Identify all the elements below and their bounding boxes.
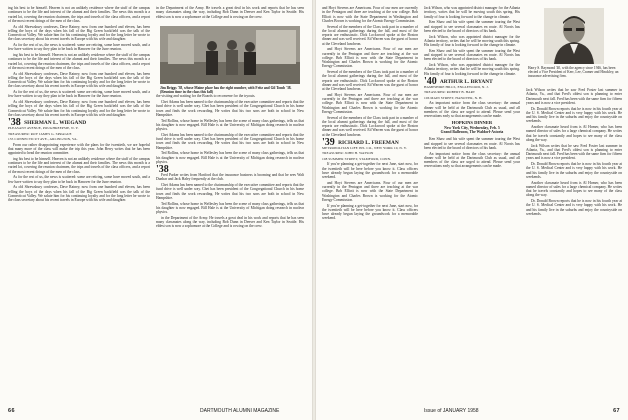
paragraph: As old Shrewsbury confesses, Dave Rainey, now from one hundred and eleven, has been telling the boys of the days when his fall of the Big Green backfield was the talk of the Connecticut Valley. We salute him for his continuing loyalty and for the long letter he wrote to the class secretary about his recent travels in Europe with his wife and daughter. xyxy=(8,24,150,42)
paragraph: in the Department of the Army. He travels a great deal in his work and reports that he has seen many classmates along the way, including Bob Dunn in Denver and Ken Taylor in Seattle. His eldest son is now a sophomore at the College and is rowing on the crew. xyxy=(156,6,304,19)
class-secretary: ARTHUR L. BRYANT xyxy=(439,78,493,85)
paragraph: Jack Wilson writes that he saw Fred Foster last summer in Atlanta, Va., and that Fred's oldest son is planning to enter Dartmouth next fall. Fred has been with the same firm for fifteen years and is now a vice president. xyxy=(526,88,622,105)
class-treasurer: TREASURER: ROY JAMES G. SPRAGUE xyxy=(8,131,72,136)
left-column-1 xyxy=(8,6,150,404)
paragraph: and Hoyt Stevens are Americans. Four of our men are currently in the Pentagon and three are teaching at the war college. Bob Elliott is now with the State Department in Washington and Charles Brown is working for the Atomic Energy Commission. xyxy=(322,47,418,69)
paragraph: As for the rest of us, the news is scattered: some are retiring, some have moved south, and a few have written to say they plan to be back in Hanover for the June reunion. xyxy=(8,90,150,99)
event-notice xyxy=(424,121,520,134)
magazine-title: DARTMOUTH ALUMNI MAGAZINE xyxy=(200,408,280,414)
paragraph: As old Shrewsbury confesses, Dave Rainey, now from one hundred and eleven, has been telling the boys of the days when his fall of the Big Green backfield was the talk of the Connecticut Valley. We salute him for his continuing loyalty and for the long letter he wrote to the class secretary about his recent travels in Europe with his wife and daughter. xyxy=(8,185,150,202)
paragraph: Jack Wilson, who was appointed district manager for the Atlanta territory, writes that he will be moving south this spring. His family of four is looking forward to the change in climate. xyxy=(424,63,520,76)
issue-title: Issue of JANUARY 1958 xyxy=(424,408,479,414)
right-footer xyxy=(613,408,620,414)
paragraph: From our rather disappointing experience with the plans for the twentieth, we are hopeful that many more of the class will make the trip this year. John Berry writes that he has been appointed to head the reunion committee. xyxy=(8,142,150,155)
paragraph: Ted Rollins, whose home in Wellesley has been the scene of many class gatherings, tells us that his daughter is now engaged. Bill Hale is at the University of Michigan doing research in nuclear physics. xyxy=(156,201,304,214)
portrait-caption: Harry S. Raymond '40, with the agency since 1946, has been elected a Vice President of Kerr, Lee, Cramer and Hinckley, an insurance advertising firm. xyxy=(528,66,619,79)
class-photo xyxy=(160,26,300,84)
paragraph: Another classmate heard from is Al Homer, who has been named director of sales for a large chemical company. He writes that he travels constantly and hopes to see many of the class along the way. xyxy=(526,180,622,198)
class-address: PLEASANT AVENUE, POUGHKEEPSIE, N. Y. xyxy=(8,126,79,130)
paragraph: Jack Wilson, who was appointed district manager for the Atlanta territory, writes that he will be moving south this spring. His family of four is looking forward to the change in climate. xyxy=(424,34,520,47)
paragraph: As for the rest of us, the news is scattered: some are retiring, some have moved south, and a few have written to say they plan to be back in Hanover for the June reunion. xyxy=(8,43,150,52)
paragraph: Ken Shaw and his wife spent the summer touring the West and stopped to see several classmates en route. Al Norris has been elected to the board of directors of his bank. xyxy=(424,137,520,150)
photo-scene xyxy=(160,26,300,84)
paragraph: Fred Parker writes from Hartford that the insurance business is booming and that he sees Walt Dunbar and Jack Haley frequently at the club. xyxy=(156,173,304,182)
photo-caption: Jim Briggs '38, whose Maine place has the right number, with Fritz and Gil Tomb '38. (Reunion time in the class this fall) xyxy=(160,86,292,95)
paragraph: and Hoyt Stevens are Americans. Four of our men are currently in the Pentagon and three are teaching at the war college. Bob Elliott is now with the State Department in Washington and Charles Brown is working for the Atomic Energy Commission. xyxy=(322,180,418,202)
class-year: '38 xyxy=(156,164,169,175)
notice-date: New York City, Wednesday, Feb. 5 xyxy=(444,125,500,130)
paragraph: ing his best to be himself. Heaven is not an unlikely residence where the stuff of the campus continues to be the life and interest of the alumni and their families. The news this month is a varied lot, covering the reunion chairmen, the trips and travels of the class officers, and a report of the most recent doings of the men of the class. xyxy=(8,6,150,23)
paragraph: and Hoyt Stevens are Americans. Four of our men are currently in the Pentagon and three are teaching at the war college. Bob Elliott is now with the State Department in Washington and Charles Brown is working for the Atomic Energy Commission. xyxy=(322,92,418,114)
class-treasurer-address: 135 CONNECTICUT AVE., ARLINGTON, VA. xyxy=(8,137,78,141)
page-number: 66 xyxy=(8,408,15,414)
portrait-photo xyxy=(544,8,604,64)
class-year: '40 xyxy=(424,75,437,87)
right-page xyxy=(316,0,628,420)
paragraph: Ken Shaw and his wife spent the summer touring the West and stopped to see several classmates en route. Al Norris has been elected to the board of directors of his bank. xyxy=(424,48,520,62)
paragraph: Dr. Donald Brown reports that he is now in his fourth year at the U. S. Medical Center and is very happy with his work. He and his family live in the suburbs and enjoy the countryside on weekends. xyxy=(526,106,622,124)
paragraph: Jack Wilson writes that he saw Fred Foster last summer in Atlanta, Va., and that Fred's oldest son is planning to enter Dartmouth next fall. Fred has been with the same firm for fifteen years and is now a vice president. xyxy=(526,143,622,161)
portrait-scene xyxy=(544,8,604,64)
paragraph: If you're planning a get-together for next June, start now, for the twentieth will be here before you know it. Class officers have already begun laying the groundwork for a memorable weekend. xyxy=(322,203,418,221)
class-treasurer: TREASURER: JOHN H. WATSON xyxy=(322,151,374,156)
paragraph: Ken Shaw and his wife spent the summer touring the West and stopped to see several classmates en route. Al Norris has been elected to the board of directors of his bank. xyxy=(424,20,520,33)
right-column-1 xyxy=(322,6,418,404)
left-footer xyxy=(8,408,15,414)
paragraph: ing his best to be himself. Heaven is not an unlikely residence where the stuff of the campus continues to be the life and interest of the alumni and their families. The news this month is a varied lot, covering the reunion chairmen, the trips and travels of the class officers, and a report of the most recent doings of the men of the class. xyxy=(8,156,150,174)
paragraph: An important notice from the class secretary: the annual dinner will be held at the Dartmouth Club as usual, and all members of the class are urged to attend. Please send your reservations early so that arrangements can be made. xyxy=(424,101,520,118)
class-year: '39 xyxy=(322,136,335,148)
right-column-2 xyxy=(424,6,520,404)
paragraph: As old Shrewsbury confesses, Dave Rainey, now from one hundred and eleven, has been telling the boys of the days when his fall of the Big Green backfield was the talk of the Connecticut Valley. We salute him for his continuing loyalty and for the long letter he wrote to the class secretary about his recent travels in Europe with his wife and daughter. xyxy=(8,100,150,117)
class-year: '38 xyxy=(8,117,21,128)
class-treasurer-address: 108 SUMMER STREET, STAMFORD, CONN. xyxy=(322,156,392,161)
class-secretary: SHERMAN L. WIEGAND xyxy=(24,120,87,126)
class-address: HAMPSHIRE HILLS, ENGLEWOOD, N. J. xyxy=(424,84,489,89)
paragraph: Dr. Donald Brown reports that he is now in his fourth year at the U. S. Medical Center and is very happy with his work. He and his family live in the suburbs and enjoy the countryside on weekends. xyxy=(526,162,622,179)
notice-venue: Grand Ballroom, The Waldorf-Astoria xyxy=(440,130,504,135)
paragraph: Ted Rollins, whose home in Wellesley has been the scene of many class gatherings, tells us that his daughter is now engaged. Bill Hale is at the University of Michigan doing research in nuclear physics. xyxy=(156,151,304,164)
paragraph: and Hoyt Stevens are Americans. Four of our men are currently in the Pentagon and three are teaching at the war college. Bob Elliott is now with the State Department in Washington and Charles Brown is working for the Atomic Energy Commission. xyxy=(322,6,418,23)
paragraph: As for the rest of us, the news is scattered: some are retiring, some have moved south, and a few have written to say they plan to be back in Hanover for the June reunion. xyxy=(8,175,150,184)
notice-title: HOPKINS DINNER xyxy=(451,120,493,126)
paragraph: Another classmate heard from is Al Homer, who has been named director of sales for a large chemical company. He writes that he travels constantly and hopes to see many of the class along the way. xyxy=(526,125,622,142)
paragraph: Several of the members of the Class took part in a number of the local alumni gatherings during the fall, and most of the reports are enthusiastic. Dick Lockwood spoke at the Boston dinner and was well received. Ed Warren was the guest of honor at the Cleveland luncheon. xyxy=(322,24,418,46)
left-page xyxy=(0,0,312,420)
paragraph: Several of the members of the Class took part in a number of the local alumni gatherings during the fall, and most of the reports are enthusiastic. Dick Lockwood spoke at the Boston dinner and was well received. Ed Warren was the guest of honor at the Cleveland luncheon. xyxy=(322,70,418,91)
paragraph: Dr. Donald Brown reports that he is now in his fourth year at the U. S. Medical Center and is very happy with his work. He and his family live in the suburbs and enjoy the countryside on weekends. xyxy=(526,199,622,216)
paragraph: the visiting and waiting for the Boards to reconvene for the tryouts. xyxy=(156,94,256,99)
paragraph: If you're planning a get-together for next June, start now, for the twentieth will be here before you know it. Class officers have already begun laying the groundwork for a memorable weekend. xyxy=(322,162,418,179)
page-number: 67 xyxy=(613,408,620,414)
class-address: METROPOLITAN LIFE INS. CO., NEW YORK 10, N. Y. xyxy=(322,145,407,150)
paragraph: in the Department of the Army. He travels a great deal in his work and reports that he has seen many classmates along the way, including Bob Dunn in Denver and Ken Taylor in Seattle. His eldest son is now a sophomore at the College and is rowing on the crew. xyxy=(156,215,304,229)
paragraph: Chet Adams has been named to the chairmanship of the executive committee and reports that the fund drive is well under way. Chet has been president of the Congregational Church in his home town and finds the work rewarding. He writes that his two sons are both in school in New Hampshire. xyxy=(156,183,304,200)
paragraph: Ted Rollins, whose home in Wellesley has been the scene of many class gatherings, tells us that his daughter is now engaged. Bill Hale is at the University of Michigan doing research in nuclear physics. xyxy=(156,118,304,131)
class-secretary: RICHARD L. FREEMAN xyxy=(338,139,399,146)
paragraph: Several of the members of the Class took part in a number of the local alumni gatherings during the fall, and most of the reports are enthusiastic. Dick Lockwood spoke at the Boston dinner and was well received. Ed Warren was the guest of honor at the Cleveland luncheon. xyxy=(322,115,418,137)
class-treasurer: TREASURER: ROBERT B. HART xyxy=(424,90,476,95)
paragraph: Jack Wilson, who was appointed district manager for the Atlanta territory, writes that he will be moving south this spring. His family of four is looking forward to the change in climate. xyxy=(424,6,520,19)
paragraph: An important notice from the class secretary: the annual dinner will be held at the Dartmouth Club as usual, and all members of the class are urged to attend. Please send your reservations early so that arrangements can be made. xyxy=(424,151,520,169)
paragraph: As old Shrewsbury confesses, Dave Rainey, now from one hundred and eleven, has been telling the boys of the days when his fall of the Big Green backfield was the talk of the Connecticut Valley. We salute him for his continuing loyalty and for the long letter he wrote to the class secretary about his recent travels in Europe with his wife and daughter. xyxy=(8,71,150,89)
paragraph: Chet Adams has been named to the chairmanship of the executive committee and reports that the fund drive is well under way. Chet has been president of the Congregational Church in his home town and finds the work rewarding. He writes that his two sons are both in school in New Hampshire. xyxy=(156,132,304,150)
paragraph: Chet Adams has been named to the chairmanship of the executive committee and reports that the fund drive is well under way. Chet has been president of the Congregational Church in his home town and finds the work rewarding. He writes that his two sons are both in school in New Hampshire. xyxy=(156,100,304,117)
class-treasurer-address: 106 MAIN STREET, HANOVER, N. H. xyxy=(424,95,483,100)
paragraph: ing his best to be himself. Heaven is not an unlikely residence where the stuff of the campus continues to be the life and interest of the alumni and their families. The news this month is a varied lot, covering the reunion chairmen, the trips and travels of the class officers, and a report of the most recent doings of the men of the class. xyxy=(8,53,150,70)
